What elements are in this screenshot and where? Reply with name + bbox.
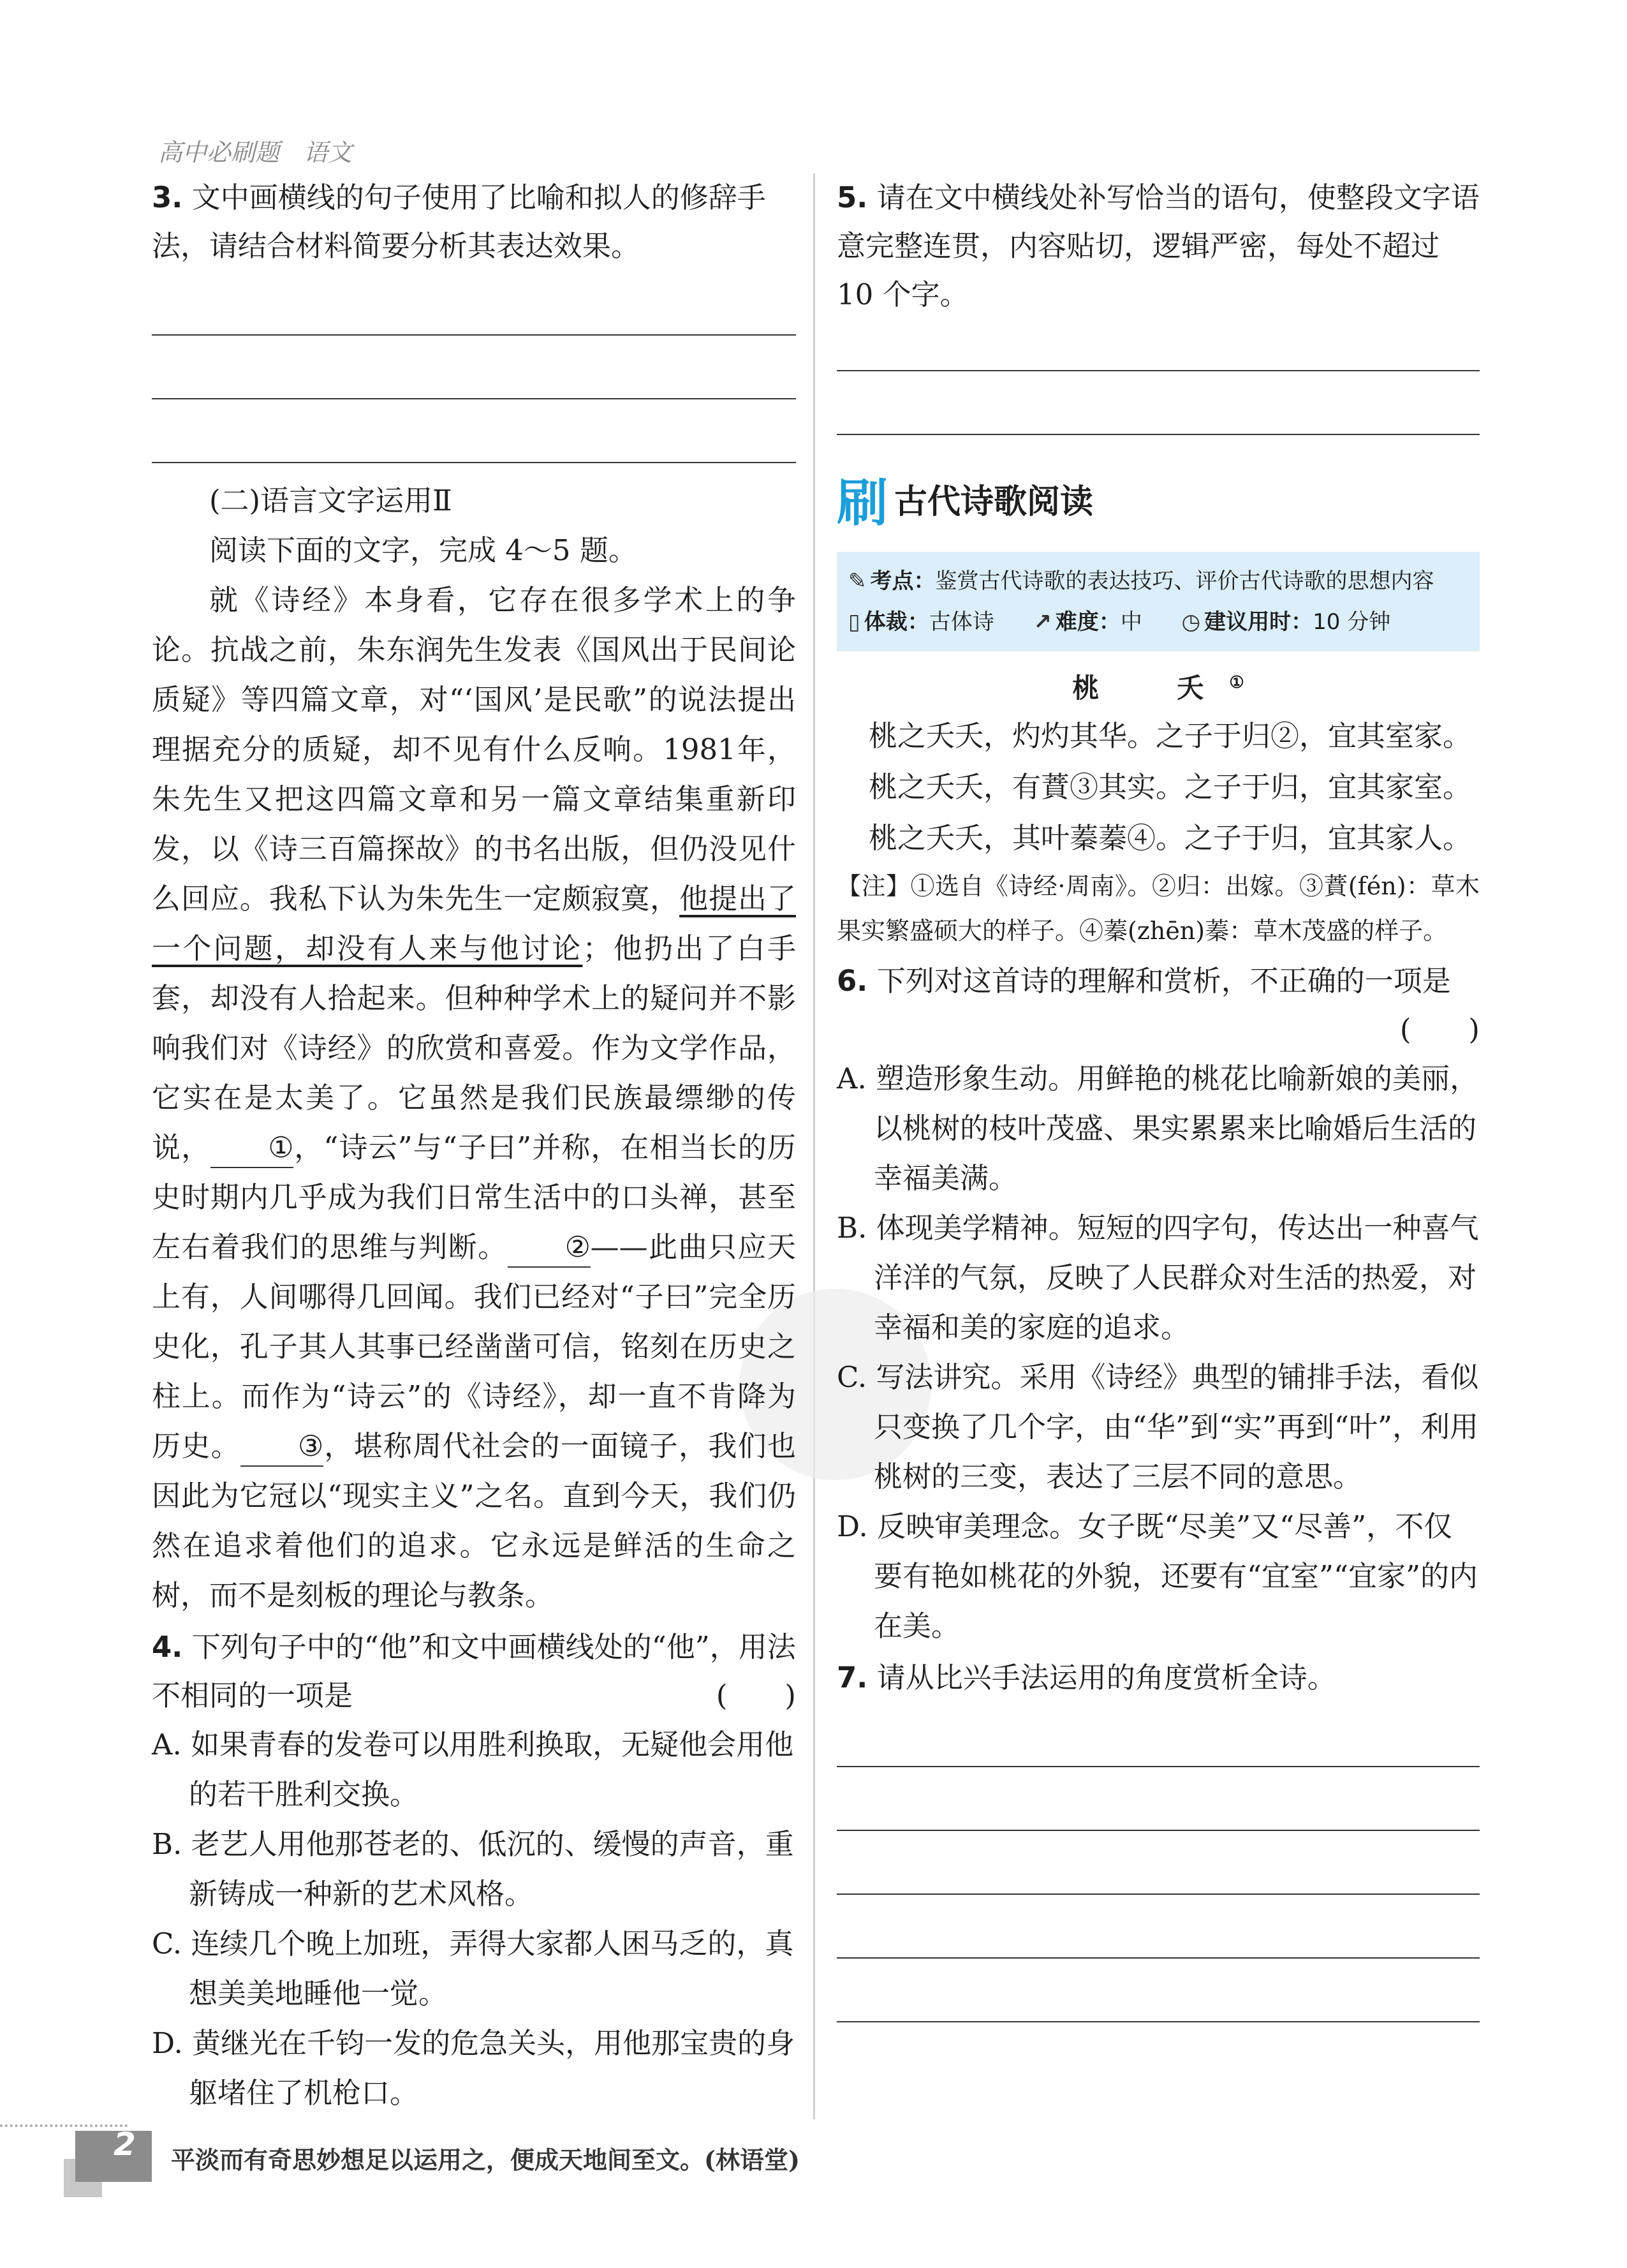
question-text: 文中画横线的句子使用了比喻和拟人的修辞手法，请结合材料简要分析其表达效果。 [152,181,766,263]
answer-line[interactable] [837,1894,1480,1895]
question-text: 下列对这首诗的理解和赏析，不正确的一项是 [876,964,1451,998]
ticai-value: 古体诗 [929,609,994,635]
info-row-kaodian: ✎ 考点：鉴赏古代诗歌的表达技巧、评价古代诗歌的思想内容 [848,561,1468,602]
reading-passage [152,575,796,1620]
answer-line[interactable] [837,1957,1480,1959]
passage-text: ，“诗云”与“子曰”并称，在相当长的历史时期内几乎成为我们日常生活中的口头禅，甚至左右着我们的思维与判断。 [152,1130,796,1264]
option-b[interactable]: B. 体现美学精神。短短的四字句，传达出一种喜气洋洋的气氛，反映了人民群众对生活的热爱，对幸福和美的家庭的追求。 [837,1211,1479,1344]
question-number: 7. [837,1661,868,1694]
document-icon: ▯ [848,609,860,635]
answer-line[interactable] [152,462,796,463]
question-text: 下列句子中的“他”和文中画横线处的“他”，用法不相同的一项是 [152,1630,796,1712]
answer-line[interactable] [837,2021,1480,2022]
question-number: 5. [837,181,868,214]
column-divider [813,174,815,2119]
question-number: 3. [152,181,183,214]
option-c[interactable]: C. 连续几个晚上加班，弄得大家都人困马乏的，真想美美地睡他一觉。 [152,1927,794,2010]
answer-line[interactable] [837,434,1480,435]
clock-icon: ◷ [1181,609,1201,635]
chart-icon: ↗ [1033,609,1052,635]
section-2-instruction: 阅读下面的文字，完成 4～5 题。 [209,533,637,567]
footer-motto: 平淡而有奇思妙想足以运用之，便成天地间至文。(林语堂) [171,2146,800,2174]
option-d[interactable]: D. 反映审美理念。女子既“尽美”又“尽善”，不仅要有艳如桃花的外貌，还要有“宜室”“宜家”的内在美。 [837,1509,1478,1643]
page-header: 高中必刷题 语文 [158,138,353,167]
answer-line[interactable] [152,334,796,336]
question-5 [837,174,1480,319]
answer-parentheses[interactable]: ( ) [716,1679,796,1712]
passage-text: ——此曲只应天上有，人间哪得几回闻。我们已经对“子曰”完全历史化，孔子其人其事已经凿凿可信，铭刻在历史之柱上。而作为“诗云”的《诗经》，却一直不肯降为历史。 [152,1230,796,1463]
blank-1[interactable]: ① [210,1129,293,1168]
info-box [837,552,1480,651]
poem-line: 桃之夭夭，有蕡③其实。之子于归，宜其家室。 [869,770,1472,804]
question-4 [152,1623,796,1720]
page-number: 2 [114,2126,136,2163]
kaodian-value: 鉴赏古代诗歌的表达技巧、评价古代诗歌的思想内容 [935,568,1434,594]
answer-parentheses[interactable]: ( ) [1399,1012,1480,1046]
section-2-title: (二)语言文字运用Ⅱ [209,484,452,517]
right-column [837,174,1480,2022]
blank-2[interactable]: ② [508,1228,591,1268]
answer-line[interactable] [152,398,796,399]
brush-icon: 刷 [837,473,888,533]
footer-dotted-line [0,2124,128,2127]
blank-3[interactable]: ③ [240,1427,323,1467]
poem-title: 桃 夭① [1072,672,1244,704]
section-heading [837,462,1480,535]
underlined-sentence: 他提出了一个问题，却没有人来与他讨论 [152,882,796,965]
pen-icon: ✎ [848,568,867,594]
option-d[interactable]: D. 黄继光在千钧一发的危急关头，用他那宝贵的身躯堵住了机枪口。 [152,2026,795,2110]
passage-text: ；他扔出了白手套，却没有人拾起来。但种种学术上的疑问并不影响我们对《诗经》的欣赏和喜爱。作为文学作品，它实在是太美了。它虽然是我们民族最缥缈的传说， [152,931,796,1164]
question-number: 6. [837,964,868,998]
poem-note: 【注】①选自《诗经·周南》。②归：出嫁。③蕡(fén)：草木果实繁盛硕大的样子。④蓁(zhēn)蓁：草木茂盛的样子。 [837,872,1480,945]
answer-line[interactable] [837,1766,1480,1767]
passage-text: 就《诗经》本身看，它存在很多学术上的争论。抗战之前，朱东润先生发表《国风出于民间论质疑》等四篇文章，对“‘国风’是民歌”的说法提出理据充分的质疑，却不见有什么反响。1981年，朱先生又把这四篇文章和另一篇文章结集重新印发，以《诗三百篇探故》的书名出版，但仍没见什么回应。我私下认为朱先生一定颇寂寞， [152,583,796,915]
passage-text: ，堪称周代社会的一面镜子，我们也因此为它冠以“现实主义”之名。直到今天，我们仍然在追求着他们的追求。它永远是鲜活的生命之树，而不是刻板的理论与教条。 [152,1429,796,1612]
option-a[interactable]: A. 塑造形象生动。用鲜艳的桃花比喻新娘的美丽，以桃树的枝叶茂盛、果实累累来比喻婚后生活的幸福美满。 [837,1062,1479,1195]
info-row-meta: ▯ 体裁：古体诗 ↗ 难度：中 ◷ 建议用时：10 分钟 [848,602,1468,642]
answer-line[interactable] [837,370,1480,371]
question-text: 请在文中横线处补写恰当的语句，使整段文字语意完整连贯，内容贴切，逻辑严密，每处不超过 10 个字。 [837,181,1480,311]
question-7 [837,1654,1480,1702]
option-c[interactable]: C. 写法讲究。采用《诗经》典型的铺排手法，看似只变换了几个字，由“华”到“实”再到“叶”，利用桃树的三变，表达了三层不同的意思。 [837,1360,1479,1493]
poem-line: 桃之夭夭，其叶蓁蓁④。之子于归，宜其家人。 [869,821,1472,855]
time-value: 10 分钟 [1313,609,1391,635]
section-title: 古代诗歌阅读 [894,483,1094,521]
option-a[interactable]: A. 如果青春的发卷可以用胜利换取，无疑他会用他的若干胜利交换。 [152,1728,794,1811]
left-column [152,174,796,2118]
answer-line[interactable] [837,1830,1480,1831]
nandu-value: 中 [1120,609,1142,635]
question-number: 4. [152,1630,183,1664]
question-6 [837,957,1480,1054]
option-b[interactable]: B. 老艺人用他那苍老的、低沉的、缓慢的声音，重新铸成一种新的艺术风格。 [152,1827,794,1911]
question-3 [152,174,796,271]
question-text: 请从比兴手法运用的角度赏析全诗。 [876,1661,1336,1694]
poem-line: 桃之夭夭，灼灼其华。之子于归②，宜其室家。 [869,719,1472,753]
